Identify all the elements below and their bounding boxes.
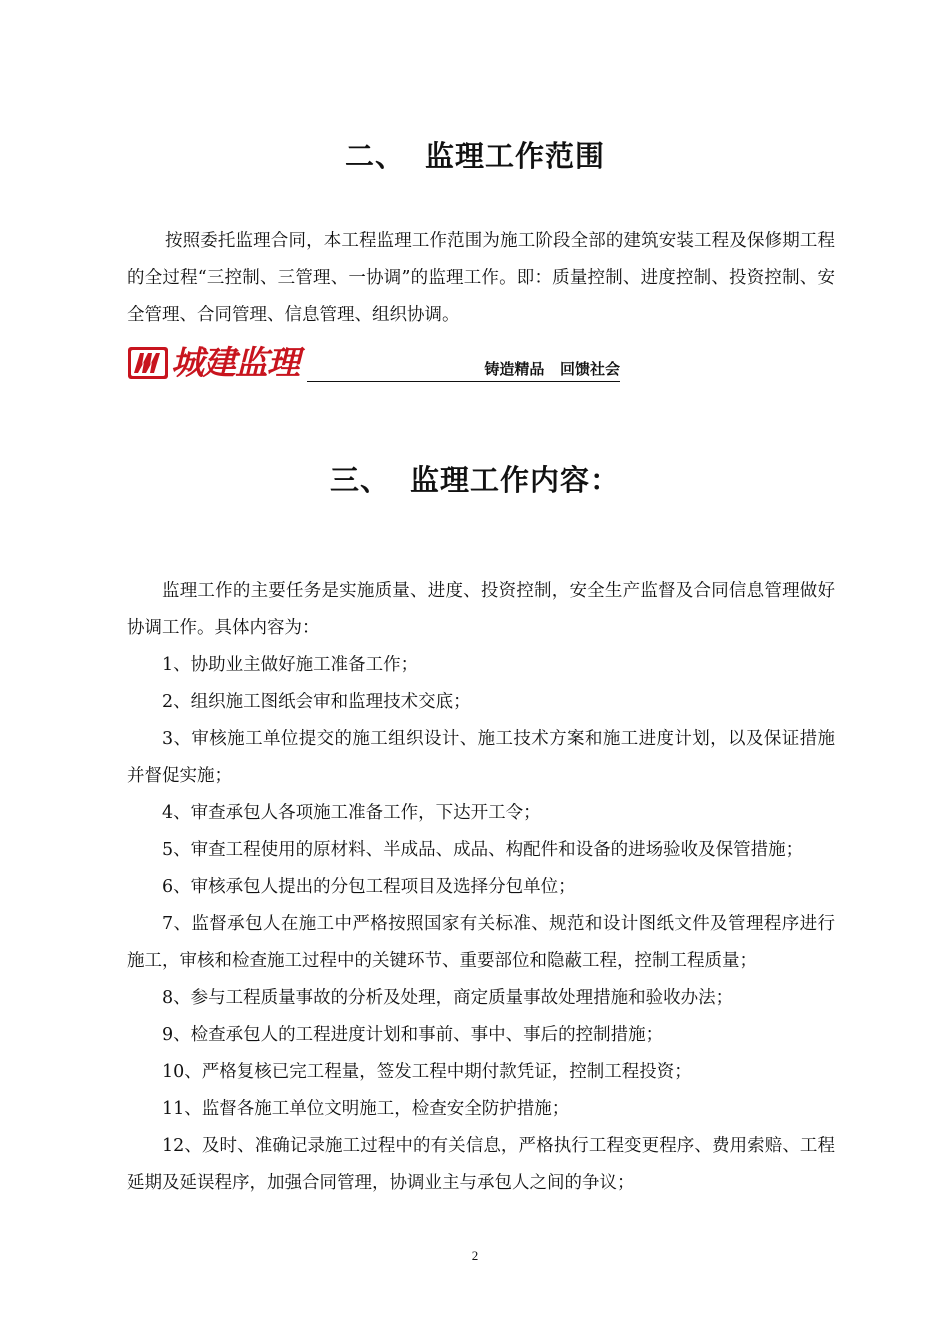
- section-heading-scope: [0, 134, 950, 175]
- list-item: 10、严格复核已完工程量，签发工程中期付款凭证，控制工程投资；: [162, 1062, 692, 1082]
- list-item: 4、审查承包人各项施工准备工作，下达开工令；: [162, 803, 541, 823]
- section-heading-content: [0, 458, 950, 499]
- list-item: 7、监督承包人在施工中严格按照国家有关标准、规范和设计图纸文件及管理程序进行施工，审核和检查施工过程中的关键环节、重要部位和隐蔽工程，控制工程质量；: [127, 914, 835, 971]
- header-slogan: 铸造精品 回馈社会: [484, 360, 620, 378]
- list-item: 11、监督各施工单位文明施工，检查安全防护措施；: [162, 1099, 570, 1119]
- section-number: 二、: [344, 139, 405, 173]
- content-intro: 监理工作的主要任务是实施质量、进度、投资控制，安全生产监督及合同信息管理做好协调工作。具体内容为：: [127, 581, 835, 638]
- section-title: 监理工作范围: [425, 139, 606, 173]
- content-body: [127, 573, 835, 1202]
- company-header: [127, 343, 627, 383]
- list-item: 6、审核承包人提出的分包工程项目及选择分包单位；: [162, 877, 576, 897]
- section-number: 三、: [329, 463, 390, 497]
- section-title: 监理工作内容：: [410, 463, 621, 497]
- logo-mark-icon: [127, 343, 171, 383]
- company-logo: [127, 343, 309, 383]
- list-item: 5、审查工程使用的原材料、半成品、成品、构配件和设备的进场验收及保管措施；: [162, 840, 804, 860]
- logo-text: 城建监理: [171, 343, 299, 382]
- list-item: 12、及时、准确记录施工过程中的有关信息，严格执行工程变更程序、费用索赔、工程延期及延误程序，加强合同管理，协调业主与承包人之间的争议；: [127, 1136, 835, 1193]
- header-rule: [307, 357, 620, 382]
- list-item: 2、组织施工图纸会审和监理技术交底；: [162, 692, 471, 712]
- page-number: 2: [471, 1248, 479, 1263]
- list-item: 9、检查承包人的工程进度计划和事前、事中、事后的控制措施；: [162, 1025, 664, 1045]
- list-item: 8、参与工程质量事故的分析及处理，商定质量事故处理措施和验收办法；: [162, 988, 734, 1008]
- list-item: 3、审核施工单位提交的施工组织设计、施工技术方案和施工进度计划，以及保证措施并督促实施；: [127, 729, 835, 786]
- list-item: 1、协助业主做好施工准备工作；: [162, 655, 419, 675]
- scope-paragraph: 按照委托监理合同，本工程监理工作范围为施工阶段全部的建筑安装工程及保修期工程的全过程“三控制、三管理、一协调”的监理工作。即：质量控制、进度控制、投资控制、安全管理、合同管理、信息管理、组织协调。: [127, 231, 835, 325]
